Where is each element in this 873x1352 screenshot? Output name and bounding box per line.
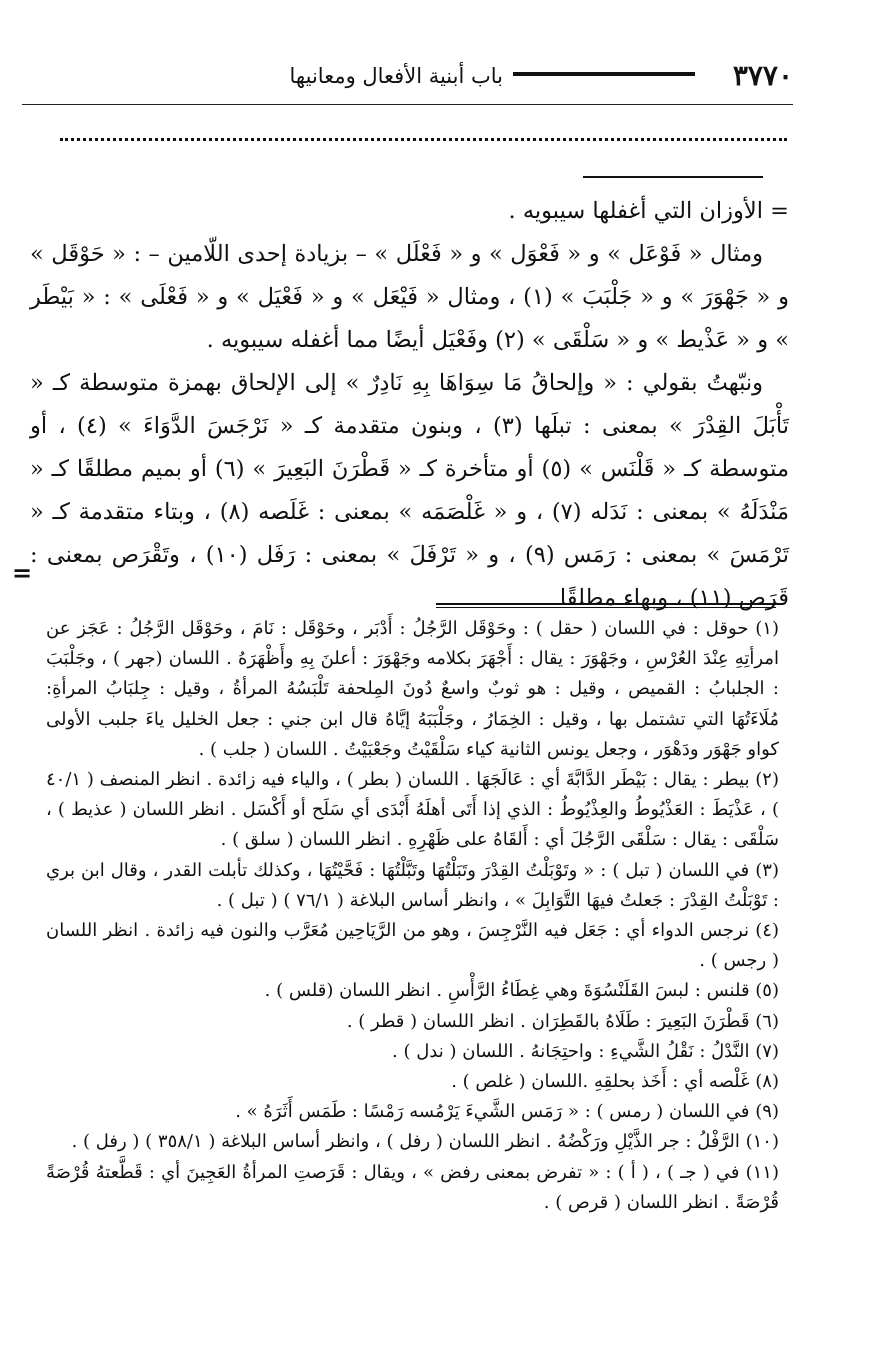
main-text: [30, 190, 789, 620]
footnote-4: (٤) نرجس الدواء أي : جَعَل فيه النَّرْجِسَ ، وهو من الرَّيَاحِين مُعَرَّب والنون فيه زائدة . انظر اللسان ( رجس ) .: [46, 920, 779, 972]
footnote-separator: [436, 603, 776, 608]
page-header: [22, 58, 793, 98]
header-divider: [22, 104, 793, 105]
main-paragraph-2: ومثال « فَوْعَل » و « فَعْوَل » و « فَعْلَل » – بزيادة إحدى اللّامين – : « حَوْقَل » و « جَهْوَرَ » و « جَلْبَبَ » (١) ، ومثال « فَيْعَل » و « فَعْيَل » و « فَعْلَى » : « بَيْطَر » و « عَذْيط » و « سَلْقَى » (٢) وفَعْيَل أيضًا مما أغفله سيبويه .: [30, 241, 789, 353]
dotted-separator: [60, 138, 787, 145]
footnotes: [46, 614, 779, 1218]
footnote-3: (٣) في اللسان ( تبل ) : « وتَوْبَلْتُ القِدْرَ وتَبَلْتُهَا وتَبَّلْتُهَا : فَحَّيْتُهَا ، وكذلك تأبلت القدر ، وقال ابن بري : تَوْبَلْتُ القِدْرَ : جَعلتُ فيهَا التَّوَابِلَ » ، وانظر أساس البلاغة ( ٧٦/١ ) ( تبل ) .: [46, 859, 779, 911]
continuation-rule: [583, 176, 763, 178]
footnote-2: (٢) بيطر : يقال : بَيْطَر الدَّابَّةَ أي : عَالَجَهَا . اللسان ( بطر ) ، والياء فيه زائدة . انظر المنصف ( ٤٠/١ ) ، عَذْيَطَ : العَذْيُوطُ والعِذْيُوطُ : الذي إذا أَتَى أهلَهُ أَبْدَى أي سَلَح أو أَكْسَل . انظر اللسان ( عذيط ) ، سَلْقَى : يقال : سَلْقَى الرَّجُلَ أي : أَلقَاهُ على ظَهْرِهِ . انظر اللسان ( سلق ) .: [46, 769, 779, 851]
continuation-mark: =: [12, 558, 33, 587]
footnote-7: (٧) النَّدْلُ : نَقْلُ الشَّيءِ : واحتِجَانهُ . اللسان ( ندل ) .: [392, 1040, 779, 1062]
header-double-rule: [513, 72, 695, 76]
footnote-10: (١٠) الرَّفْلُ : جر الذَّيْلِ ورَكْضُهُ . انظر اللسان ( رفل ) ، وانظر أساس البلاغة ( ٣٥٨/١ ) ( رفل ) .: [71, 1131, 779, 1153]
footnote-8: (٨) غَلْصه أي : أَخَذ بحلقِهِ .اللسان ( غلص ) .: [451, 1071, 779, 1093]
footnote-6: (٦) قَطْرَنَ البَعِيرَ : طَلَاهُ بالقَطِرَان . انظر اللسان ( قطر ) .: [346, 1010, 779, 1032]
chapter-title: باب أبنية الأفعال ومعانيها: [289, 64, 503, 88]
footnote-5: (٥) قلنس : لبسَ القَلَنْسُوَةَ وهي غِطَاءُ الرَّأْسِ . انظر اللسان (قلس ) .: [264, 980, 779, 1002]
footnote-11: (١١) في ( جـ ) ، ( أ ) : « تفرض بمعنى رفض » ، ويقال : قَرَصتِ المرأةُ العَجِينَ أي : قَطَّعتهُ قُرْصَةً قُرْصَةً . انظر اللسان ( قرص ) .: [46, 1161, 779, 1213]
main-paragraph-1: = الأوزان التي أغفلها سيبويه .: [508, 198, 789, 224]
page-number: ٣٧٧٠: [732, 59, 793, 92]
footnote-1: (١) حوقل : في اللسان ( حقل ) : وحَوْقَل الرَّجُلُ : أَدْبَر ، وحَوْقَل : نَامَ ، وحَوْقَل الرَّجُلُ : عَجَز عن امرأتِهِ عِنْدَ العُرْسِ ، وجَهْوَرَ : يقال : أَجْهَرَ بكلامه وجَهْوَرَ : أعلنَ بِهِ وأَظْهَرَهُ . اللسان (جهر ) ، وجَلْبَبَ : الجلبابُ : القميص ، وقيل : هو ثوبٌ واسعٌ دُونَ المِلحفة تَلْبَسُهُ المرأةُ ، وقيل : جِلبَابُ المرأةِ: مُلَاءَتُهَا التي تشتمل بها ، وقيل : الخِمَارُ ، وجَلْبَبَهُ إيَّاهُ قال ابن جني : جعل الخليل ياءَ جلبب الأولى كواو جَهْوَر ودَهْوَر ، وجعل يونس الثانية كياء سَلْقَيْتُ وجَعْبَيْتُ . اللسان ( جلب ) .: [46, 618, 779, 760]
main-paragraph-3: ونبّهتُ بقولي : « وإلحاقُ مَا سِوَاهَا بِهِ نَادِرٌ » إلى الإلحاق بهمزة متوسطة كـ « تَأْبَلَ القِدْرَ » بمعنى : تبلَها (٣) ، وبنون متقدمة كـ « نَرْجَسَ الدَّوَاءَ » (٤) ، أو متوسطة كـ « قَلْنَس » (٥) أو متأخرة كـ « قَطْرَنَ البَعِيرَ » (٦) أو بميم مطلقًا كـ « مَنْدَلَهُ » بمعنى : نَدَله (٧) ، و « غَلْصَمَه » بمعنى : غَلَصه (٨) ، وبتاء متقدمة كـ « تَرْمَسَ » بمعنى : رَمَس (٩) ، و « تَرْفَلَ » بمعنى : رَفَل (١٠) ، وتَقْرَص بمعنى : قَرَص (١١) ، وبهاء مطلقًا: [30, 370, 790, 611]
footnote-9: (٩) في اللسان ( رمس ) : « رَمَس الشَّيءَ يَرْمُسه رَمْسًا : طَمَس أَثَرَهُ » .: [235, 1101, 779, 1123]
